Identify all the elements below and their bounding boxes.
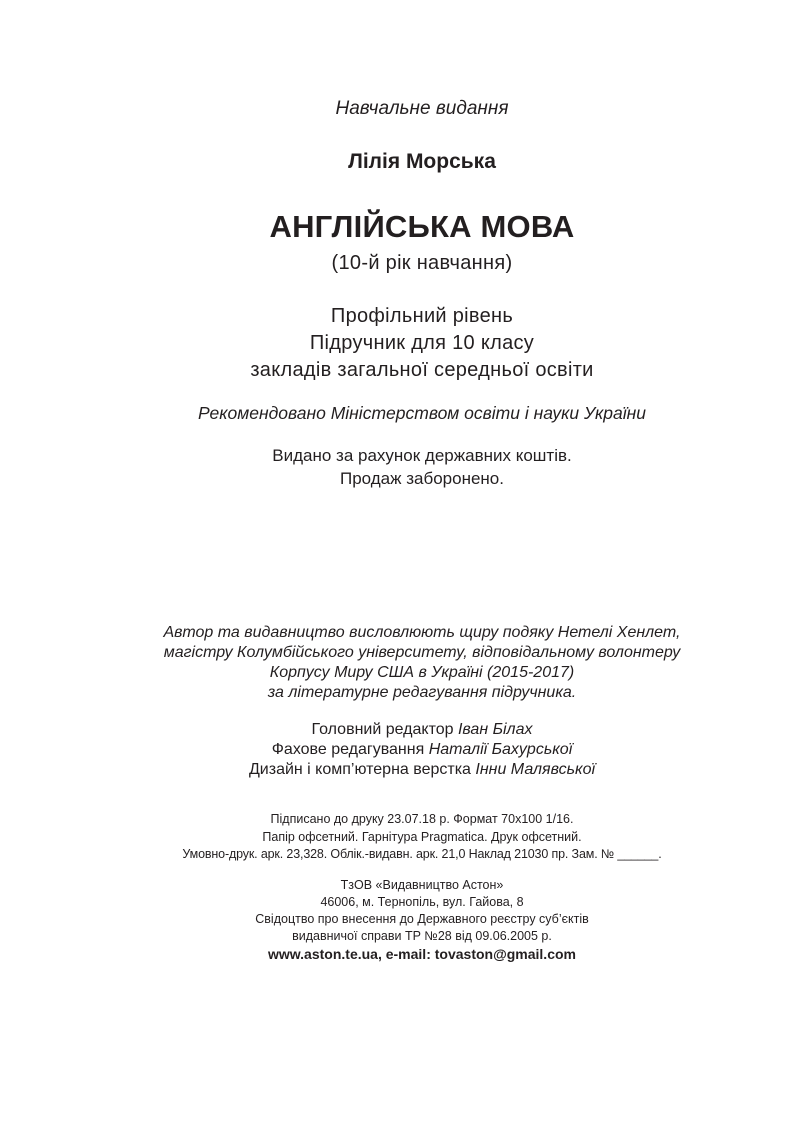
publisher-name: ТзОВ «Видавництво Астон»: [340, 878, 504, 892]
print-spec-line: Підписано до друку 23.07.18 р. Формат 70x100 1/16.: [270, 812, 574, 826]
level-line: закладів загальної середньої освіти: [250, 359, 594, 381]
credit-role: Дизайн і комп’ютерна верстка: [248, 761, 471, 778]
publisher-certificate: Свідоцтво про внесення до Державного реєстру суб’єктів: [255, 912, 589, 926]
publisher-address: 46006, м. Тернопіль, вул. Гайова, 8: [320, 895, 524, 909]
acknowledgement-line: за літературне редагування підручника.: [267, 684, 577, 701]
publisher-certificate: видавничої справи ТР №28 від 09.06.2005 р.: [292, 929, 552, 943]
acknowledgement-line: Автор та видавництво висловлюють щиру подяку Нетелі Хенлет,: [163, 624, 681, 641]
ministry-recommendation: Рекомендовано Міністерством освіти і науки України: [198, 403, 646, 423]
acknowledgement-line: магістру Колумбійського університету, відповідальному волонтеру: [163, 644, 681, 661]
edition-type: Навчальне видання: [335, 98, 509, 119]
level-line: Профільний рівень: [330, 305, 514, 327]
level-line: Підручник для 10 класу: [309, 332, 535, 354]
book-title: АНГЛІЙСЬКА МОВА: [269, 209, 575, 244]
book-subtitle: (10-й рік навчання): [331, 252, 513, 274]
credit-name: Іван Білах: [457, 721, 533, 738]
funding-note: Видано за рахунок державних коштів.: [272, 446, 572, 465]
credit-role: Фахове редагування: [271, 741, 425, 758]
acknowledgement-line: Корпусу Миру США в Україні (2015-2017): [269, 664, 575, 681]
credit-line: [40, 761, 800, 779]
credit-name: Інни Малявської: [475, 761, 596, 778]
print-spec-line: Папір офсетний. Гарнітура Pragmatica. Друк офсетний.: [262, 830, 582, 844]
author-name: Лілія Морська: [348, 150, 496, 173]
credit-role: Головний редактор: [311, 721, 454, 738]
credit-line: [40, 741, 800, 759]
publisher-contacts: www.aston.te.ua, e-mail: tovaston@gmail.com: [268, 946, 576, 962]
funding-note: Продаж заборонено.: [340, 469, 504, 488]
credit-line: [40, 721, 800, 739]
print-spec-line: Умовно-друк. арк. 23,328. Облік.-видавн. арк. 21,0 Наклад 21030 пр. Зам. № ______.: [182, 847, 662, 861]
credit-name: Наталії Бахурської: [428, 741, 573, 758]
